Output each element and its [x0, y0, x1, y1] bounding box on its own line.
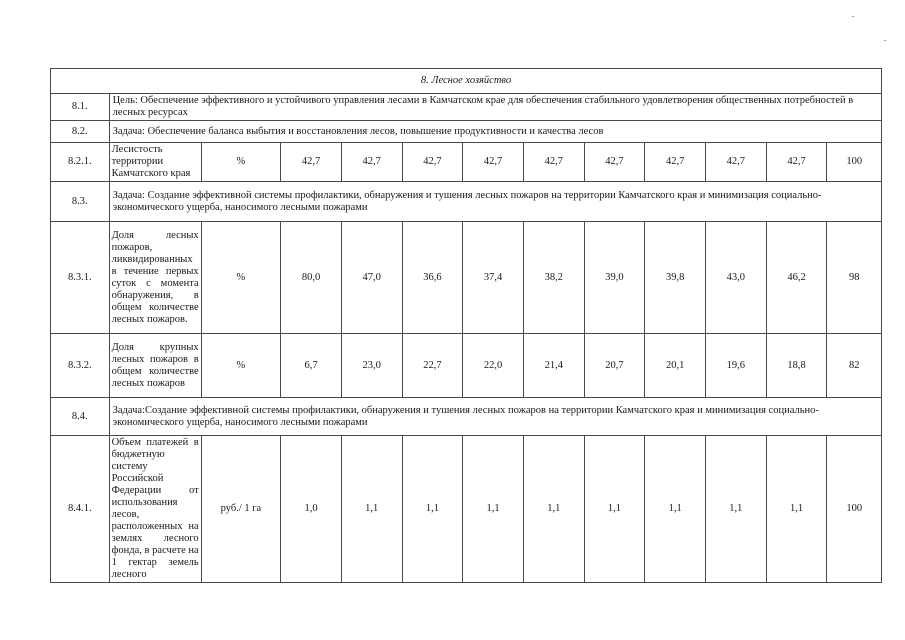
- value-cell: 43,0: [706, 222, 767, 334]
- value-cell: 1,0: [281, 436, 342, 583]
- value-cell: 42,7: [523, 143, 584, 182]
- value-cell: 46,2: [766, 222, 827, 334]
- target-value-cell: 100: [827, 436, 882, 583]
- goal-text: Цель: Обеспечение эффективного и устойчивого управления лесами в Камчатском крае для обеспечения стабильного удовлетворения общественных потребностей в лесных ресурсах: [109, 94, 881, 121]
- value-cell: 21,4: [523, 334, 584, 398]
- task-row: [51, 398, 882, 436]
- value-cell: 1,1: [766, 436, 827, 583]
- target-value-cell: 98: [827, 222, 882, 334]
- task-row: [51, 121, 882, 143]
- task-text: Задача:Создание эффективной системы профилактики, обнаружения и тушения лесных пожаров на территории Камчатского края и минимизация социально-экономического ущерба, наносимого лесными пожарами: [109, 398, 881, 436]
- row-number: 8.2.: [51, 121, 110, 143]
- value-cell: 37,4: [463, 222, 524, 334]
- goal-row: [51, 94, 882, 121]
- value-cell: 18,8: [766, 334, 827, 398]
- row-number: 8.3.: [51, 182, 110, 222]
- indicator-unit: руб./ 1 га: [201, 436, 281, 583]
- indicator-row: [51, 436, 882, 583]
- value-cell: 39,8: [645, 222, 706, 334]
- value-cell: 23,0: [341, 334, 402, 398]
- value-cell: 20,7: [584, 334, 645, 398]
- value-cell: 19,6: [706, 334, 767, 398]
- value-cell: 20,1: [645, 334, 706, 398]
- indicator-row: [51, 222, 882, 334]
- indicator-row: [51, 143, 882, 182]
- value-cell: 1,1: [463, 436, 524, 583]
- value-cell: 39,0: [584, 222, 645, 334]
- indicators-table: [50, 68, 882, 583]
- value-cell: 6,7: [281, 334, 342, 398]
- indicator-row: [51, 334, 882, 398]
- value-cell: 1,1: [645, 436, 706, 583]
- scan-speck: [852, 16, 854, 17]
- value-cell: 42,7: [281, 143, 342, 182]
- indicator-unit: %: [201, 143, 281, 182]
- indicator-name: Доля крупных лесных пожаров в общем количестве лесных пожаров: [109, 334, 201, 398]
- value-cell: 1,1: [402, 436, 463, 583]
- indicator-unit: %: [201, 222, 281, 334]
- row-number: 8.4.: [51, 398, 110, 436]
- value-cell: 47,0: [341, 222, 402, 334]
- target-value-cell: 100: [827, 143, 882, 182]
- task-text: Задача: Создание эффективной системы профилактики, обнаружения и тушения лесных пожаров на территории Камчатского края и минимизация социально-экономического ущерба, наносимого лесными пожарами: [109, 182, 881, 222]
- row-number: 8.1.: [51, 94, 110, 121]
- value-cell: 22,0: [463, 334, 524, 398]
- row-number: 8.3.1.: [51, 222, 110, 334]
- value-cell: 22,7: [402, 334, 463, 398]
- value-cell: 42,7: [706, 143, 767, 182]
- target-value-cell: 82: [827, 334, 882, 398]
- value-cell: 42,7: [341, 143, 402, 182]
- task-row: [51, 182, 882, 222]
- task-text: Задача: Обеспечение баланса выбытия и восстановления лесов, повышение продуктивности и качества лесов: [109, 121, 881, 143]
- row-number: 8.4.1.: [51, 436, 110, 583]
- scan-speck: [884, 40, 886, 41]
- value-cell: 1,1: [706, 436, 767, 583]
- value-cell: 80,0: [281, 222, 342, 334]
- section-title: 8. Лесное хозяйство: [51, 69, 882, 94]
- indicator-unit: %: [201, 334, 281, 398]
- value-cell: 1,1: [523, 436, 584, 583]
- indicator-name: Лесистость территории Камчатского края: [109, 143, 201, 182]
- value-cell: 38,2: [523, 222, 584, 334]
- value-cell: 42,7: [463, 143, 524, 182]
- indicator-name: Доля лесных пожаров, ликвидированных в течение первых суток с момента обнаружения, в общем количестве лесных пожаров.: [109, 222, 201, 334]
- row-number: 8.2.1.: [51, 143, 110, 182]
- value-cell: 1,1: [341, 436, 402, 583]
- value-cell: 42,7: [766, 143, 827, 182]
- row-number: 8.3.2.: [51, 334, 110, 398]
- value-cell: 42,7: [584, 143, 645, 182]
- value-cell: 42,7: [402, 143, 463, 182]
- value-cell: 42,7: [645, 143, 706, 182]
- section-header-row: [51, 69, 882, 94]
- value-cell: 1,1: [584, 436, 645, 583]
- indicator-name: Объем платежей в бюджетную систему Российской Федерации от использования лесов, расположенных на землях лесного фонда, в расчете на 1 гектар земель лесного: [109, 436, 201, 583]
- value-cell: 36,6: [402, 222, 463, 334]
